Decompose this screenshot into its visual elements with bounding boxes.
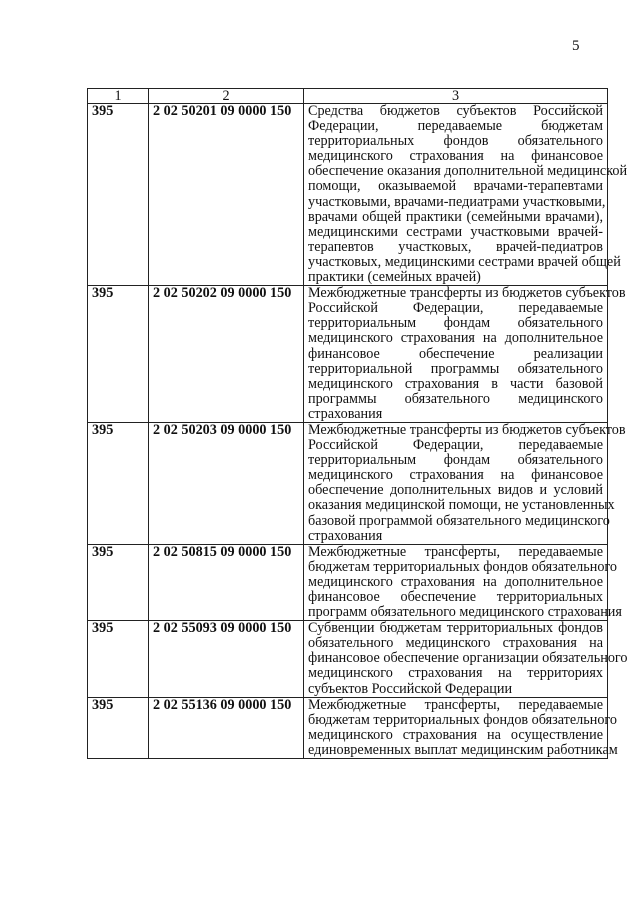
description-line: обеспечение оказания дополнительной медицинской [308, 163, 628, 180]
description-line: территориальной программы обязательного [308, 360, 603, 377]
table-row [88, 621, 608, 697]
description-line: практики (семейных врачей) [308, 269, 481, 286]
column-header-2: 2 [149, 89, 304, 104]
page-number: 5 [572, 38, 580, 54]
table-row [88, 104, 608, 286]
description-line: Межбюджетные трансферты из бюджетов субъектов [308, 421, 626, 438]
description-cell [304, 421, 626, 544]
description-line: Средства бюджетов субъектов Российской [308, 103, 603, 119]
description-cell [304, 103, 628, 286]
description-line: медицинского страхования на финансовое [308, 467, 603, 484]
description-line: Межбюджетные трансферты из бюджетов субъектов [308, 285, 626, 302]
description-line: обеспечение дополнительных видов и условий [308, 482, 603, 499]
description-line: Межбюджетные трансферты, передаваемые [308, 543, 603, 560]
description-line: территориальным фондам обязательного [308, 452, 603, 469]
budget-code-cell: 2 02 55136 09 0000 150 [149, 697, 304, 758]
description-line: финансовое обеспечение организации обязательного [308, 650, 628, 667]
description-cell [304, 543, 622, 621]
description-line: бюджетам территориальных фондов обязательного [308, 711, 617, 728]
description-line: медицинскими сестрами участковыми врачей- [308, 223, 603, 240]
description-line: участковыми, врачами-педиатрами участковыми, [308, 193, 606, 210]
admin-code-cell: 395 [88, 621, 149, 697]
admin-code-cell: 395 [88, 104, 149, 286]
table-row [88, 544, 608, 620]
description-line: терапевтов участковых, врачей-педиатров [308, 238, 603, 255]
description-line: финансовое обеспечение территориальных [308, 589, 603, 605]
table-header-row [88, 89, 608, 104]
description-line: страхования [308, 405, 383, 422]
description-cell [304, 620, 628, 697]
description-line: Федерации, передаваемые бюджетам [308, 118, 603, 135]
description-line: Российской Федерации, передаваемые [308, 300, 603, 317]
table-row [88, 422, 608, 544]
column-header-3: 3 [304, 89, 608, 104]
description-line: оказания медицинской помощи, не установленных [308, 497, 615, 514]
description-cell [304, 696, 618, 758]
admin-code-cell: 395 [88, 544, 149, 620]
budget-code-cell: 2 02 55093 09 0000 150 [149, 621, 304, 697]
admin-code-cell: 395 [88, 697, 149, 758]
description-line: Межбюджетные трансферты, передаваемые [308, 696, 603, 713]
description-line: финансовое обеспечение реализации [308, 345, 603, 362]
description-line: базовой программой обязательного медицинского [308, 512, 610, 529]
description-line: Субвенции бюджетам территориальных фондов [308, 620, 603, 637]
description-line: субъектов Российской Федерации [308, 680, 513, 697]
admin-code-cell: 395 [88, 422, 149, 544]
budget-code-cell: 2 02 50203 09 0000 150 [149, 422, 304, 544]
description-line: медицинского страхования в части базовой [308, 375, 603, 392]
budget-code-cell: 2 02 50202 09 0000 150 [149, 286, 304, 423]
description-line: помощи, оказываемой врачами-терапевтами [308, 178, 603, 195]
description-line: медицинского страхования на дополнительное [308, 573, 603, 590]
description-line: единовременных выплат медицинским работникам [308, 741, 618, 758]
description-line: обязательного медицинского страхования на [308, 635, 603, 652]
table-row [88, 286, 608, 423]
description-line: медицинского страхования на осуществление [308, 726, 603, 743]
description-line: врачами общей практики (семейными врачами), [308, 208, 603, 225]
description-line: программ обязательного медицинского страхования [308, 604, 622, 621]
description-line: страхования [308, 527, 383, 544]
description-line: Российской Федерации, передаваемые [308, 437, 603, 454]
description-line: медицинского страхования на территориях [308, 665, 603, 682]
column-header-1: 1 [88, 89, 149, 104]
description-line: медицинского страхования на финансовое [308, 148, 603, 165]
description-line: участковых, медицинскими сестрами врачей общей [308, 253, 621, 270]
budget-codes-table [87, 88, 628, 759]
description-cell [304, 285, 626, 423]
description-line: территориальным фондам обязательного [308, 315, 603, 332]
description-line: медицинского страхования на дополнительное [308, 330, 603, 347]
description-line: бюджетам территориальных фондов обязательного [308, 558, 617, 575]
description-line: программы обязательного медицинского [308, 390, 603, 407]
budget-code-cell: 2 02 50815 09 0000 150 [149, 544, 304, 620]
budget-code-cell: 2 02 50201 09 0000 150 [149, 104, 304, 286]
table-row [88, 697, 608, 758]
admin-code-cell: 395 [88, 286, 149, 423]
description-line: территориальных фондов обязательного [308, 133, 603, 150]
